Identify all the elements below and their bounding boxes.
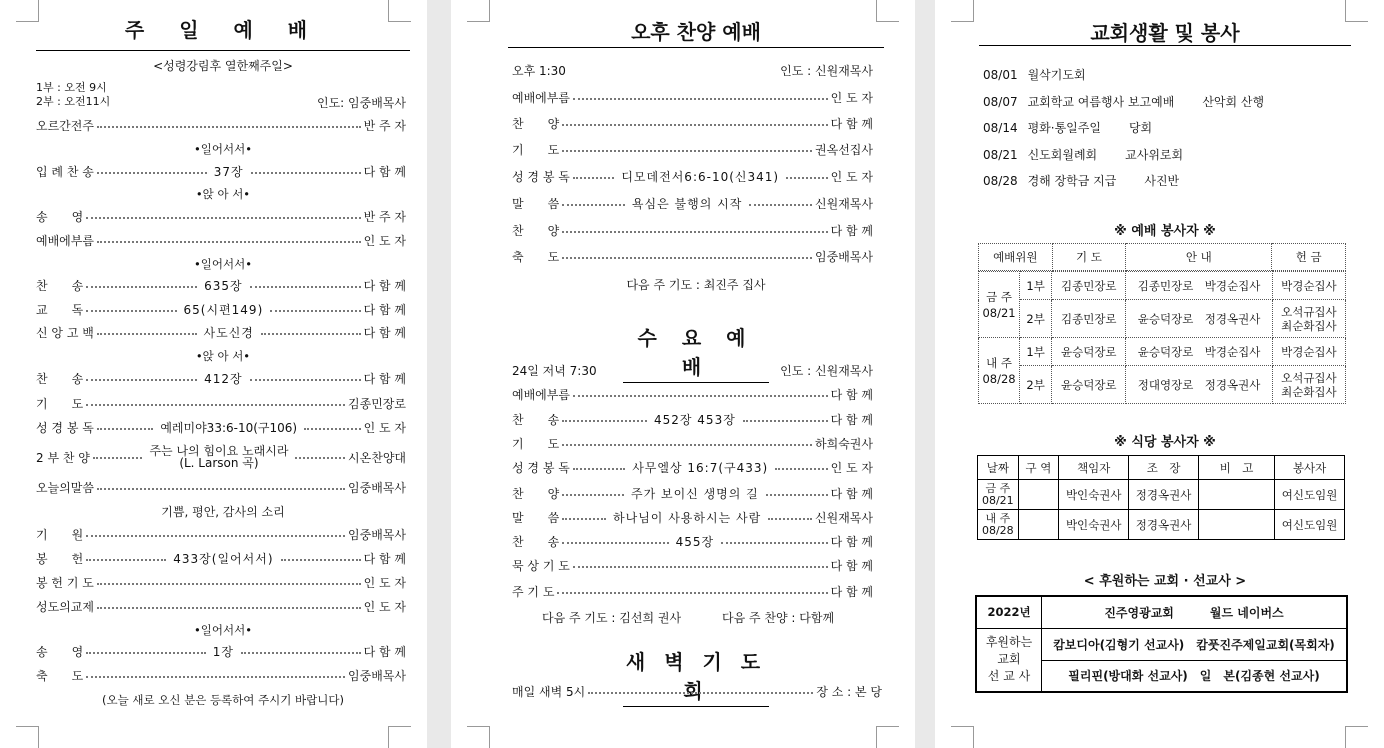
wed-scripture: 성 경 봉 독 사무엘상 16:7(구433) 인 도 자 — [512, 461, 873, 475]
date-cell: 내 주 08/28 — [978, 510, 1019, 540]
schedule-date: 08/07 — [983, 94, 1018, 109]
pm-scripture: 성 경 봉 독 디모데전서6:6-10(신341) 인 도 자 — [512, 170, 874, 184]
col-header: 책임자 — [1059, 456, 1129, 480]
order-invocation: 기 원 임중배목사 — [36, 528, 406, 542]
schedule-extra: 교사위로회 — [1125, 147, 1184, 162]
dawn-row: 매일 새벽 5시 장 소 : 본 당 — [512, 685, 882, 699]
wed-next-prayer: 다음 주 기도 : 김선희 권사 — [542, 611, 682, 625]
week-cell: 금 주 08/21 — [979, 272, 1020, 338]
table-cell: 윤승덕장로 박경순집사 — [1126, 338, 1272, 366]
schedule-item — [983, 93, 1264, 110]
service-time-2: 2부 : 오전11시 — [36, 95, 111, 108]
service-time-1: 1부 : 오전 9시 — [36, 81, 107, 94]
pm-leader: 인도 : 신원재목사 — [780, 64, 873, 78]
wed-sermon: 말 씀 하나님이 사용하시는 사람 신원재목사 — [512, 511, 873, 525]
schedule-date: 08/14 — [983, 121, 1018, 135]
order-hymn: 찬 송 635장 다 함 께 — [36, 279, 406, 293]
col-header: 안 내 — [1126, 244, 1272, 271]
sermon-theme: 기쁨, 평안, 감사의 소리 — [161, 505, 285, 519]
wed-prayer: 기 도 하희숙권사 — [512, 437, 873, 451]
table-cell: 정경옥권사 — [1129, 510, 1199, 540]
schedule-date: 08/01 — [983, 68, 1018, 82]
divider — [36, 50, 410, 51]
table-cell — [1018, 480, 1059, 510]
wed-time: 24일 저녁 7:30 — [512, 364, 597, 378]
schedule-item — [983, 66, 1114, 83]
table-cell: 윤승덕장로 정경옥권사 — [1126, 300, 1272, 338]
order-scripture: 성 경 봉 독 예레미야33:6-10(구106) 인 도 자 — [36, 421, 406, 435]
order-hymn-in: 입 례 찬 송 37장 다 함 께 — [36, 165, 406, 179]
label-cell: 후원하는 교회 선 교 사 — [976, 628, 1042, 692]
schedule-extra: 사진반 — [1144, 174, 1180, 188]
page-title: 주 일 예 배 — [124, 18, 322, 42]
col-header: 비 고 — [1199, 456, 1275, 480]
order-prayer: 기 도 김종민장로 — [36, 397, 406, 411]
table-cell: 정대영장로 정경옥권사 — [1126, 366, 1272, 404]
order-offering-prayer: 봉 헌 기 도 인 도 자 — [36, 576, 406, 590]
schedule-extra: 산악회 산행 — [1202, 94, 1265, 109]
mission-table — [975, 595, 1348, 693]
table-cell: 김종민장로 — [1052, 300, 1126, 338]
order-sermon: 오늘의말씀 임중배목사 — [36, 481, 406, 495]
pm-sermon: 말 씀 욕심은 불행의 시작 신원재목사 — [512, 197, 873, 211]
table-cell: 김종민장로 — [1052, 272, 1126, 300]
table-cell: 여신도임원 — [1275, 480, 1345, 510]
order-choir: 2 부 찬 양 주는 나의 힘이요 노래시라 (L. Larson 곡) 시온찬양대 — [36, 444, 407, 470]
col-header: 봉사자 — [1275, 456, 1345, 480]
wed-praise: 찬 양 주가 보이신 생명의 길 다 함 께 — [512, 487, 873, 501]
schedule-text: 평화·통일주일 — [1027, 121, 1101, 135]
cue-stand: •일어서서• — [193, 623, 252, 637]
table-cell: 오석규집사 최순화집사 — [1272, 300, 1345, 338]
worship-servers-table — [978, 243, 1346, 271]
page-sunday-worship — [0, 0, 427, 748]
page-church-life — [935, 0, 1384, 748]
schedule-text: 월삭기도회 — [1027, 68, 1086, 82]
wed-hymn-2: 찬 송 455장 다 함 께 — [512, 535, 873, 549]
schedule-item — [983, 119, 1152, 136]
table-cell: 정경옥권사 — [1129, 480, 1199, 510]
worship-servers-body — [978, 271, 1346, 404]
service-cell: 2부 — [1020, 300, 1052, 338]
schedule-extra: 당회 — [1128, 121, 1153, 135]
cue-stand: •일어서서• — [193, 142, 252, 156]
pm-praise-2: 찬 양 다 함 께 — [512, 224, 873, 238]
leader: 인도: 임중배목사 — [316, 96, 406, 110]
col-header: 조 장 — [1129, 456, 1199, 480]
order-fellowship: 성도의교제 인 도 자 — [36, 600, 406, 614]
table-cell: 박경순집사 — [1272, 272, 1345, 300]
table-cell: 박인숙권사 — [1059, 510, 1129, 540]
wed-next-praise: 다음 주 찬양 : 다함께 — [722, 611, 835, 625]
wed-leader: 인도 : 신원재목사 — [780, 364, 873, 378]
schedule-text: 경해 장학금 지급 — [1027, 174, 1117, 188]
divider — [508, 47, 884, 48]
pm-call: 예배에부름 인 도 자 — [512, 91, 873, 105]
schedule-text: 교회학교 여름행사 보고예배 — [1027, 94, 1175, 109]
subtitle: <성령강림후 열한째주일> — [153, 59, 293, 73]
table-cell: 오석규집사 최순화집사 — [1272, 366, 1345, 404]
table-cell — [1199, 480, 1275, 510]
footer-note: (오늘 새로 오신 분은 등록하여 주시기 바랍니다) — [102, 693, 344, 707]
year-cell: 2022년 — [976, 596, 1042, 628]
wed-call: 예배에부름 다 함 께 — [512, 388, 873, 402]
order-creed: 신 앙 고 백 사도신경 다 함 께 — [36, 326, 406, 340]
missionary-cell: 캄보디아(김형기 선교사) 캄풋진주제일교회(목회자) — [1042, 628, 1348, 660]
date-cell: 금 주 08/21 — [978, 480, 1019, 510]
col-header: 날짜 — [978, 456, 1019, 480]
worship-servers-heading: ※ 예배 봉사자 ※ — [1114, 224, 1216, 239]
wed-hymn: 찬 송 452장 453장 다 함 께 — [512, 413, 873, 427]
col-header: 헌 금 — [1272, 244, 1346, 271]
wed-lords-prayer: 주 기 도 다 함 께 — [512, 585, 873, 599]
meal-servers-table — [977, 455, 1345, 540]
col-header: 구 역 — [1018, 456, 1059, 480]
meal-servers-heading: ※ 식당 봉사자 ※ — [1114, 435, 1216, 450]
cue-sit: •앉 아 서• — [195, 349, 251, 363]
page-title: 교회생활 및 봉사 — [1090, 21, 1240, 45]
wed-title: 수 요 예 배 — [623, 322, 769, 383]
schedule-item — [983, 172, 1179, 189]
col-header: 예배위원 — [979, 244, 1053, 271]
schedule-date: 08/28 — [983, 174, 1018, 188]
order-praise: 송 영 반 주 자 — [36, 210, 406, 224]
order-hymn-2: 찬 송 412장 다 함 께 — [36, 372, 406, 386]
divider — [979, 45, 1351, 46]
order-offering: 봉 헌 433장(일어서서) 다 함 께 — [36, 552, 407, 566]
page-title: 오후 찬양 예배 — [631, 20, 761, 44]
service-cell: 1부 — [1020, 272, 1052, 300]
schedule-text: 신도회월례회 — [1027, 147, 1098, 162]
table-cell: 윤승덕장로 — [1052, 366, 1126, 404]
missionary-cell: 필리핀(방대화 선교사) 일 본(김종현 선교사) — [1042, 660, 1348, 692]
dawn-title: 새 벽 기 도 회 — [623, 646, 769, 707]
order-reading: 교 독 65(시편149) 다 함 께 — [36, 303, 407, 317]
wed-silent-prayer: 묵 상 기 도 다 함 께 — [512, 559, 873, 573]
table-cell — [1018, 510, 1059, 540]
mission-heading: < 후원하는 교회 · 선교사 > — [1083, 574, 1247, 589]
pm-time: 오후 1:30 — [512, 64, 566, 78]
table-cell: 여신도임원 — [1275, 510, 1345, 540]
table-cell: 박인숙권사 — [1059, 480, 1129, 510]
order-benediction: 축 도 임중배목사 — [36, 669, 406, 683]
page-afternoon-worship — [451, 0, 915, 748]
cue-sit: •앉 아 서• — [195, 187, 251, 201]
pm-benediction: 축 도 임중배목사 — [512, 250, 873, 264]
table-cell — [1199, 510, 1275, 540]
table-cell: 박경순집사 — [1272, 338, 1345, 366]
pm-next-prayer: 다음 주 기도 : 최진주 집사 — [626, 278, 766, 292]
pm-praise: 찬 양 다 함 께 — [512, 117, 873, 131]
table-cell: 김종민장로 박경순집사 — [1126, 272, 1272, 300]
schedule-item — [983, 146, 1183, 163]
pm-prayer: 기 도 권옥선집사 — [512, 143, 873, 157]
schedule-date: 08/21 — [983, 147, 1018, 162]
order-call: 예배에부름 인 도 자 — [36, 234, 406, 248]
service-cell: 2부 — [1020, 366, 1052, 404]
week-cell: 내 주 08/28 — [979, 338, 1020, 404]
col-header: 기 도 — [1052, 244, 1126, 271]
order-organ: 오르간전주 반 주 자 — [36, 119, 406, 133]
church-cell: 진주영광교회 월드 네이버스 — [1042, 596, 1348, 628]
cue-stand: •일어서서• — [193, 257, 252, 271]
table-cell: 윤승덕장로 — [1052, 338, 1126, 366]
service-cell: 1부 — [1020, 338, 1052, 366]
order-doxology: 송 영 1장 다 함 께 — [36, 645, 407, 659]
